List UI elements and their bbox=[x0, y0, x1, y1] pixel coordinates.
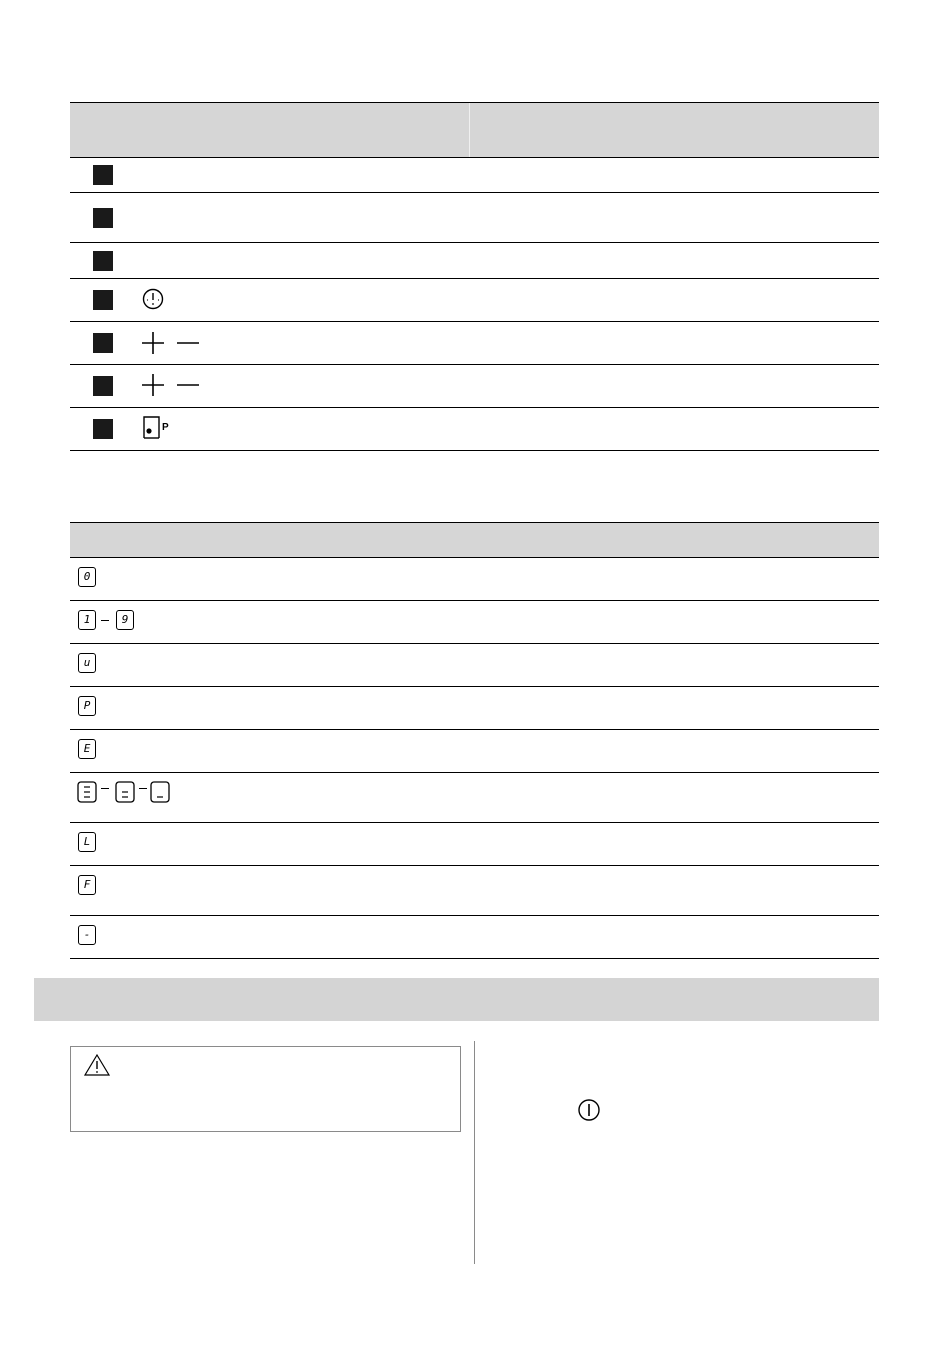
range-dash bbox=[101, 620, 109, 621]
display-symbol: - bbox=[78, 925, 96, 945]
row-marker bbox=[93, 419, 113, 439]
row-divider bbox=[70, 958, 879, 959]
row-divider bbox=[70, 915, 879, 916]
display-symbol: u bbox=[78, 653, 96, 673]
row-divider bbox=[70, 522, 879, 523]
display-symbol: 1 bbox=[78, 610, 96, 630]
residual-heat-2-icon bbox=[115, 781, 135, 803]
row-divider bbox=[70, 686, 879, 687]
row-divider bbox=[70, 364, 879, 365]
column-divider bbox=[474, 1041, 475, 1264]
row-divider bbox=[70, 278, 879, 279]
display-symbol: 0 bbox=[78, 567, 96, 587]
warning-box bbox=[70, 1046, 461, 1132]
residual-heat-1-icon bbox=[150, 781, 170, 803]
separator-dash bbox=[101, 788, 109, 789]
display-symbol: E bbox=[78, 739, 96, 759]
svg-text:P: P bbox=[162, 422, 169, 433]
timer-icon bbox=[141, 287, 165, 311]
table-header bbox=[70, 522, 879, 557]
row-divider bbox=[70, 865, 879, 866]
column-divider bbox=[469, 102, 470, 157]
row-marker bbox=[93, 333, 113, 353]
powerbooster-icon bbox=[141, 414, 173, 442]
row-marker bbox=[93, 376, 113, 396]
plus-icon bbox=[141, 331, 165, 355]
section-heading-bar bbox=[34, 978, 879, 1021]
display-symbol: P bbox=[78, 696, 96, 716]
row-divider bbox=[70, 157, 879, 158]
row-divider bbox=[70, 450, 879, 451]
row-divider bbox=[70, 407, 879, 408]
row-divider bbox=[70, 102, 879, 103]
row-marker bbox=[93, 251, 113, 271]
row-marker bbox=[93, 290, 113, 310]
row-divider bbox=[70, 643, 879, 644]
display-symbol: F bbox=[78, 875, 96, 895]
residual-heat-3-icon bbox=[77, 781, 97, 803]
separator-dash bbox=[139, 788, 147, 789]
row-divider bbox=[70, 242, 879, 243]
on-off-icon bbox=[577, 1098, 601, 1122]
warning-triangle-icon bbox=[83, 1053, 111, 1077]
minus-icon bbox=[176, 331, 200, 355]
plus-icon bbox=[141, 373, 165, 397]
table-header bbox=[70, 102, 879, 157]
row-divider bbox=[70, 729, 879, 730]
row-marker bbox=[93, 165, 113, 185]
row-divider bbox=[70, 600, 879, 601]
display-symbol: 9 bbox=[116, 610, 134, 630]
row-divider bbox=[70, 822, 879, 823]
row-divider bbox=[70, 192, 879, 193]
minus-icon bbox=[176, 373, 200, 397]
row-marker bbox=[93, 208, 113, 228]
display-symbol: L bbox=[78, 832, 96, 852]
row-divider bbox=[70, 321, 879, 322]
row-divider bbox=[70, 772, 879, 773]
row-divider bbox=[70, 557, 879, 558]
